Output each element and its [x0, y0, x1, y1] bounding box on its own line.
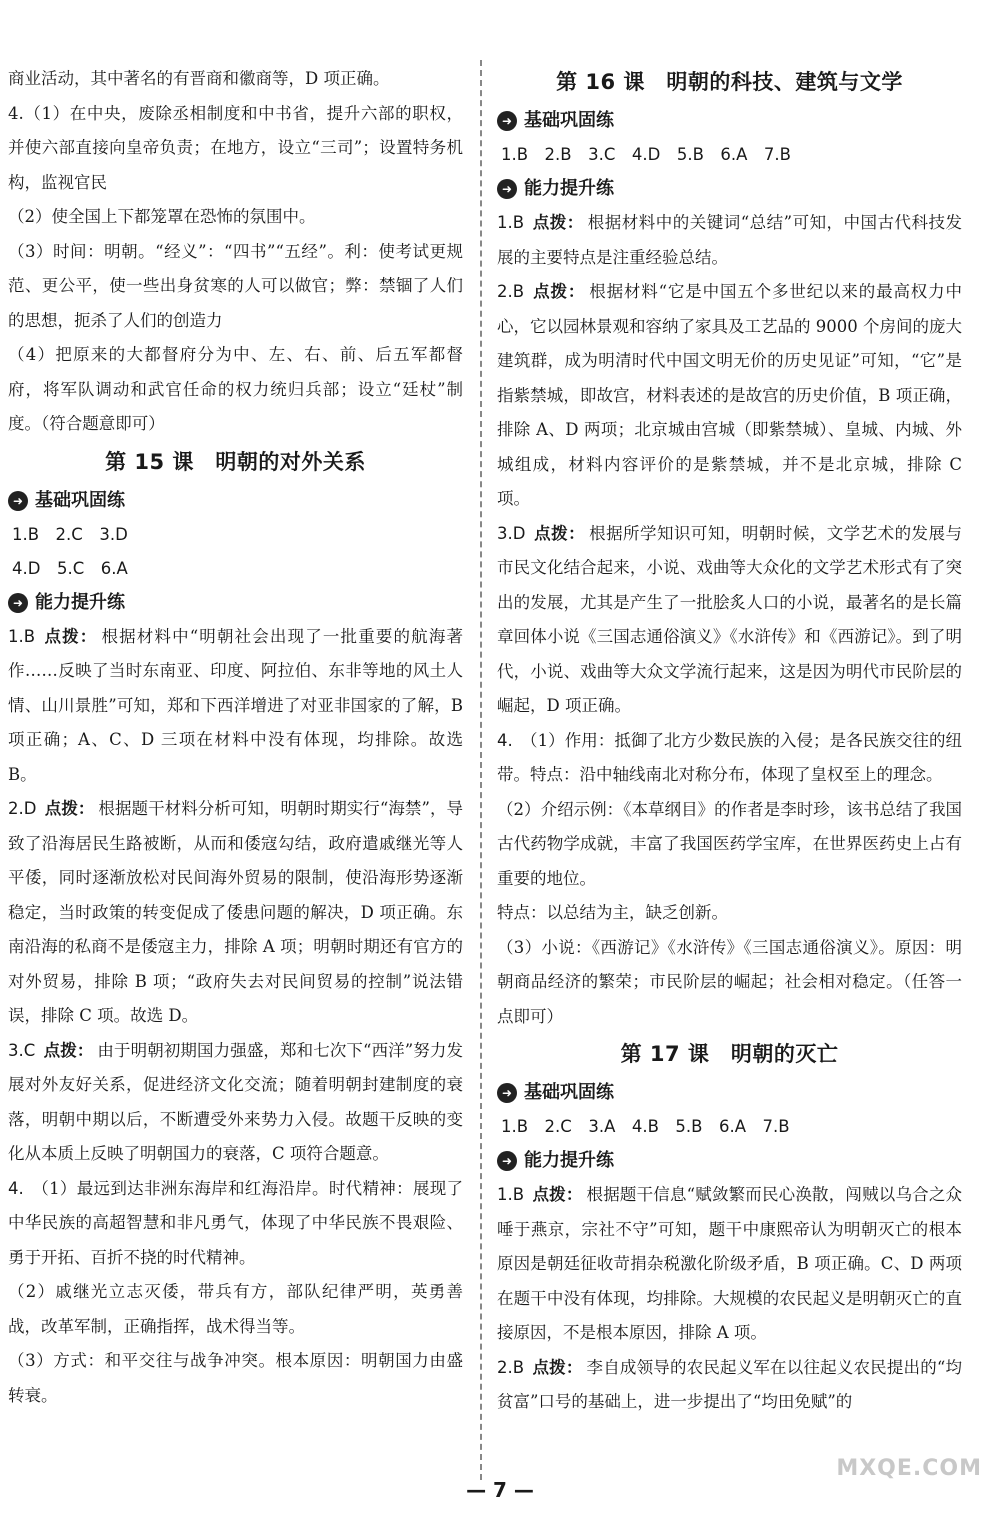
- answer-item: [497, 206, 962, 275]
- answer-paragraph: （4）把原来的大都督府分为中、左、右、前、后五军都督府，将军队调动和武官任命的权力统归兵部；设立“廷杖”制度。（符合题意即可）: [8, 345, 463, 433]
- hint-label: 点拨：: [532, 1357, 583, 1377]
- answer-number: 1.B: [8, 626, 36, 646]
- answer-item: [497, 1351, 962, 1420]
- answer-paragraph: 4.（1）在中央，废除丞相制度和中书省，提升六部的职权，并使六部直接向皇帝负责；在地方，设立“三司”；设置特务机构，监视官民: [8, 103, 463, 192]
- answer-text: 根据题干材料分析可知，明朝时期实行“海禁”，导致了沿海居民生路被断，从而和倭寇勾结，政府遣戚继光等人平倭，同时逐渐放松对民间海外贸易的限制，使沿海形势逐渐稳定，当时政策的转变促成了倭患问题的解决，D 项正确。东南沿海的私商不是倭寇主力，排除 A 项；明朝时期还有官方的对外贸易，排除 B 项；“政府失去对民间贸易的控制”说法错误，排除 C 项。故选 D。: [8, 799, 463, 1025]
- watermark-logo: MXQE.COM: [836, 1456, 982, 1481]
- hint-label: 点拨：: [44, 799, 95, 818]
- answer-text: 根据材料中的关键词“总结”可知，中国古代科技发展的主要特点是注重经验总结。: [497, 213, 963, 267]
- hint-label: 点拨：: [532, 282, 586, 301]
- answer-number: 3.D: [497, 523, 526, 543]
- arrow-badge-icon: ➜: [8, 491, 28, 511]
- answer-text: 根据材料中“明朝社会出现了一批重要的航海著作……反映了当时东南亚、印度、阿拉伯、东非等地的风土人情、山川景胜”可知，郑和下西洋增进了对亚非国家的了解，B 项正确；A、C、D 三项在材料中没有体现，均排除。故选 B。: [8, 626, 463, 784]
- left-preceding-answers: [8, 62, 463, 442]
- answer-number: 2.B: [497, 1357, 525, 1377]
- basic-answer-line: 1.B 2.C 3.A 4.B 5.B 6.A 7.B: [501, 1117, 790, 1136]
- answer-text: （3）小说：《西游记》《水浒传》《三国志通俗演义》。原因：明朝商品经济的繁荣；市民阶层的崛起；社会相对稳定。（任答一点即可）: [497, 937, 962, 1026]
- lesson-17-title: 第 17 课 明朝的灭亡: [620, 1042, 839, 1066]
- hint-label: 点拨：: [43, 1040, 94, 1060]
- answer-text: 根据所学知识可知，明朝时候，文学艺术的发展与市民文化结合起来，小说、戏曲等大众化的文学艺术形式有了突出的发展，尤其是产生了一批脍炙人口的小说，最著名的是长篇章回体小说《三国志通俗演义》《水浒传》和《西游记》。到了明代，小说、戏曲等大众文学流行起来，这是因为明代市民阶层的崛起，D 项正确。: [497, 523, 963, 715]
- answer-text: 李自成领导的农民起义军在以往起义农民提出的“均贫富”口号的基础上，进一步提出了“均田免赋”的: [497, 1357, 963, 1411]
- ability-section-label: 能力提升练: [524, 178, 614, 199]
- answer-item: [8, 1344, 463, 1413]
- answer-item: [497, 1178, 962, 1351]
- answer-text: 由于明朝初期国力强盛，郑和七次下“西洋”努力发展对外友好关系，促进经济文化交流；随着明朝封建制度的衰落，明朝中期以后，不断遭受外来势力入侵。故题干反映的变化从本质上反映了明朝国力的衰落，C 项符合题意。: [8, 1040, 464, 1163]
- answer-item: [8, 1172, 463, 1276]
- basic-answer-line: 1.B 2.C 3.D: [12, 524, 128, 544]
- answer-text: （1）作用：抵御了北方少数民族的入侵；是各民族交往的纽带。特点：沿中轴线南北对称分布，体现了皇权至上的理念。: [497, 730, 962, 784]
- lesson-15-items: [8, 620, 463, 1414]
- answer-number: 1.B: [497, 213, 525, 232]
- answer-item: [497, 793, 962, 897]
- answer-item: [497, 724, 962, 793]
- answer-text: （2）戚继光立志灭倭，带兵有方，部队纪律严明，英勇善战，改革军制，正确指挥，战术得当等。: [8, 1282, 463, 1336]
- basic-section-label: 基础巩固练: [524, 1082, 614, 1103]
- answer-paragraph: 商业活动，其中著名的有晋商和徽商等，D 项正确。: [8, 69, 390, 88]
- answer-text: 根据材料“它是中国五个多世纪以来的最高权力中心，它以园林景观和容纳了家具及工艺品的 9000 个房间的庞大建筑群，成为明清时代中国文明无价的历史见证”可知，“它”是指紫禁城，即故宫，材料表述的是故宫的历史价值，B 项正确，排除 A、D 两项；北京城由宫城（即紫禁城）、皇城、内城、外城组成，材料内容评价的是紫禁城，并不是北京城，排除 C 项。: [497, 282, 963, 508]
- basic-answer-line: 4.D 5.C 6.A: [12, 558, 128, 578]
- answer-paragraph: （2）使全国上下都笼罩在恐怖的氛围中。: [8, 207, 316, 226]
- answer-item: [497, 931, 962, 1035]
- arrow-badge-icon: ➜: [497, 1151, 517, 1171]
- answer-item: [497, 517, 962, 724]
- page-number: — 7 —: [466, 1478, 534, 1502]
- ability-section-heading: [8, 586, 463, 620]
- ability-section-heading: [497, 1144, 962, 1178]
- ability-section-label: 能力提升练: [35, 591, 125, 613]
- lesson-15-title: 第 15 课 明朝的对外关系: [105, 449, 366, 474]
- lesson-16-title: 第 16 课 明朝的科技、建筑与文学: [556, 70, 903, 94]
- answer-item: [497, 896, 962, 931]
- ability-section-heading: [497, 172, 962, 206]
- column-divider: [480, 60, 482, 1480]
- answer-text: （1）最远到达非洲东海岸和红海沿岸。时代精神：展现了中华民族的高超智慧和非凡勇气，体现了中华民族不畏艰险、勇于开拓、百折不挠的时代精神。: [8, 1178, 463, 1267]
- left-column: [8, 62, 463, 1413]
- answer-item: [497, 275, 962, 517]
- answer-paragraph: （3）时间：明朝。“经义”：“四书”“五经”。利：使考试更规范、更公平，使一些出身贫寒的人可以做官；弊：禁锢了人们的思想，扼杀了人们的创造力: [8, 241, 463, 330]
- arrow-badge-icon: ➜: [8, 593, 28, 613]
- answer-text: 特点：以总结为主，缺乏创新。: [497, 903, 728, 922]
- basic-answer-line: 1.B 2.B 3.C 4.D 5.B 6.A 7.B: [501, 145, 791, 164]
- answer-number: 2.B: [497, 282, 525, 301]
- lesson-17-items: [497, 1178, 962, 1420]
- basic-section-label: 基础巩固练: [524, 110, 614, 131]
- answer-text: （2）介绍示例：《本草纲目》的作者是李时珍，该书总结了我国古代药物学成就，丰富了我国医药学宝库，在世界医药史上占有重要的地位。: [497, 799, 962, 888]
- basic-section-heading: [497, 1076, 962, 1110]
- hint-label: 点拨：: [533, 523, 586, 543]
- basic-section-label: 基础巩固练: [35, 489, 125, 511]
- answer-number: 2.D: [8, 799, 37, 818]
- basic-section-heading: [8, 484, 463, 518]
- basic-section-heading: [497, 104, 962, 138]
- answer-item: [8, 620, 463, 793]
- right-column: [497, 62, 962, 1420]
- answer-number: 4.: [8, 1178, 24, 1198]
- hint-label: 点拨：: [532, 1185, 583, 1204]
- answer-item: [8, 1034, 463, 1172]
- answer-item: [8, 1275, 463, 1344]
- hint-label: 点拨：: [43, 626, 98, 646]
- answer-number: 3.C: [8, 1040, 36, 1060]
- arrow-badge-icon: ➜: [497, 179, 517, 199]
- arrow-badge-icon: ➜: [497, 111, 517, 131]
- hint-label: 点拨：: [532, 213, 584, 232]
- lesson-16-items: [497, 206, 962, 1034]
- answer-item: [8, 792, 463, 1034]
- answer-text: 根据题干信息“赋敛繁而民心涣散，闯贼以乌合之众唾于燕京，宗社不守”可知，题干中康熙帝认为明朝灭亡的根本原因是朝廷征收苛捐杂税激化阶级矛盾，B 项正确。C、D 两项在题干中没有体现，均排除。大规模的农民起义是明朝灭亡的直接原因，不是根本原因，排除 A 项。: [497, 1185, 963, 1342]
- answer-number: 4.: [497, 730, 513, 750]
- answer-number: 1.B: [497, 1185, 525, 1204]
- answer-text: （3）方式：和平交往与战争冲突。根本原因：明朝国力由盛转衰。: [8, 1351, 463, 1405]
- arrow-badge-icon: ➜: [497, 1083, 517, 1103]
- ability-section-label: 能力提升练: [524, 1150, 614, 1171]
